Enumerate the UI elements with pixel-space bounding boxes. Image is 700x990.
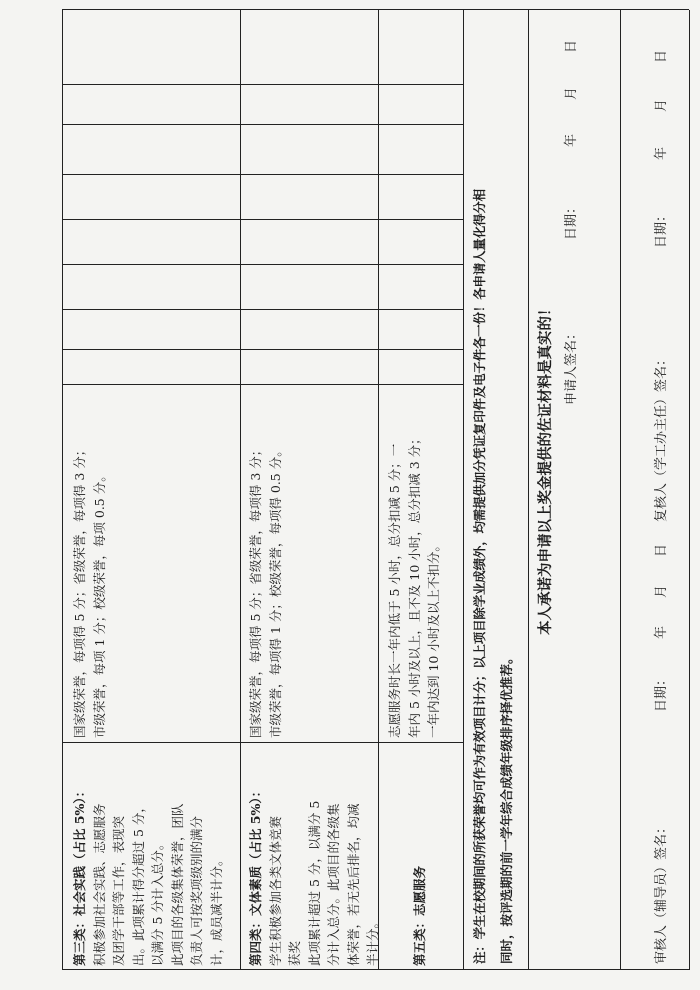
- category-4-line: 半计分。: [365, 915, 380, 966]
- auditor-signature-label: 审核人（辅导员）签名：: [654, 820, 669, 964]
- category-4-rule-line: 国家级荣誉，每项得 5 分；省级荣誉，每项得 3 分；: [248, 443, 263, 738]
- row-line-note-promise: [528, 10, 529, 970]
- auditor-date-day: 日: [654, 543, 669, 557]
- category-5-rule-line: 年内 5 小时及以上，且不及 10 小时，总分扣减 3 分；: [406, 432, 422, 738]
- category-3-line: 此项目的各级集体荣誉，团队: [169, 803, 185, 966]
- reviewer-date-month: 月: [654, 98, 669, 112]
- applicant-date-day: 日: [564, 39, 579, 53]
- category-3-title: 第三类：社会实践（占比 5%）：: [72, 784, 87, 966]
- col-line-s1: [62, 349, 463, 350]
- category-3-line: 及团学干部等工作，表现突: [111, 815, 126, 966]
- category-3-scoring-rule: [70, 388, 109, 738]
- col-line-category: [62, 742, 463, 743]
- table-top-border: [62, 10, 63, 970]
- category-4-title: 第四类：文体素质（占比 5%）：: [248, 784, 263, 966]
- category-5-title: 第五类：志愿服务: [412, 865, 427, 966]
- category-4-line: 体荣誉，若无先后排名，均减: [345, 803, 361, 966]
- table-right-border: [62, 9, 689, 10]
- col-line-s2: [62, 309, 463, 310]
- category-3-line: 负责人可按奖项级别的满分: [189, 815, 204, 966]
- col-line-s5: [62, 174, 463, 175]
- category-4-scoring-rule: [246, 388, 285, 738]
- applicant-signature-label: 申请人签名：: [564, 326, 579, 405]
- category-4-line: 分计入总分。此项目的各级集: [326, 803, 341, 966]
- category-4-rule-line: 市级荣誉，每项得 1 分；校级荣誉，每项得 0.5 分。: [267, 444, 283, 738]
- category-4-line: 获奖: [287, 940, 302, 966]
- table-bottom-border: [689, 10, 690, 970]
- auditor-date-month: 月: [654, 584, 669, 598]
- category-5-rule-line: 志愿服务时长一年内低于 5 小时，总分扣减 5 分；一: [387, 443, 402, 738]
- category-5-rule-line: 一年内达到 10 小时及以上不扣分。: [426, 539, 441, 738]
- applicant-date-label: 日期：: [564, 200, 579, 240]
- category-3-line: 计，成员减半计分。: [208, 853, 224, 966]
- reviewer-date-day: 日: [654, 49, 669, 63]
- row-line-c3-c4: [240, 10, 241, 970]
- col-line-rule: [62, 384, 463, 385]
- table-left-border: [62, 969, 689, 970]
- col-line-s7: [62, 84, 463, 85]
- col-line-s4: [62, 219, 463, 220]
- category-3-description: [70, 744, 226, 966]
- category-5-scoring-rule: [385, 388, 444, 738]
- category-3-rule-line: 国家级荣誉，每项得 5 分；省级荣誉，每项得 3 分；: [72, 443, 87, 738]
- reviewer-date-year: 年: [654, 146, 669, 160]
- category-4-line: 学生积极参加各类文体竞赛: [267, 815, 283, 966]
- row-line-promise-sign: [620, 10, 621, 970]
- auditor-date-year: 年: [654, 625, 669, 639]
- category-4-description: [246, 744, 383, 966]
- col-line-s6: [62, 124, 463, 125]
- auditor-date-label: 日期：: [654, 672, 669, 712]
- note-line-2: 同时，按评选期的前一学年综合成绩年级排序择优推荐。: [499, 651, 514, 964]
- applicant-date-month: 月: [564, 86, 579, 100]
- note-line-1: 注：学生在校期间的所获荣誉均可作为有效项目计分；以上项目除学业成绩外，均需提供加分凭证复印件及电子件各一份！各申请人量化得分相: [472, 189, 487, 964]
- applicant-date-year: 年: [564, 133, 579, 147]
- promise-statement: 本人承诺为申请以上奖金提供的佐证材料是真实的！: [537, 301, 554, 635]
- category-3-rule-line: 市级荣誉，每项 1 分；校级荣誉，每项 0.5 分。: [91, 469, 107, 738]
- reviewer-signature-label: 复核人（学工办主任）签名：: [654, 352, 669, 522]
- col-line-s3: [62, 264, 463, 265]
- reviewer-date-label: 日期：: [654, 208, 669, 248]
- category-3-line: 以满分 5 分计入总分。: [150, 837, 165, 966]
- category-3-line: 积极参加社会实践、志愿服务: [91, 803, 107, 966]
- row-line-c5-note: [463, 10, 464, 970]
- category-3-line: 出。此项累计得分超过 5 分，: [130, 800, 146, 966]
- category-4-line: 此项累计超过 5 分，以满分 5: [306, 800, 322, 966]
